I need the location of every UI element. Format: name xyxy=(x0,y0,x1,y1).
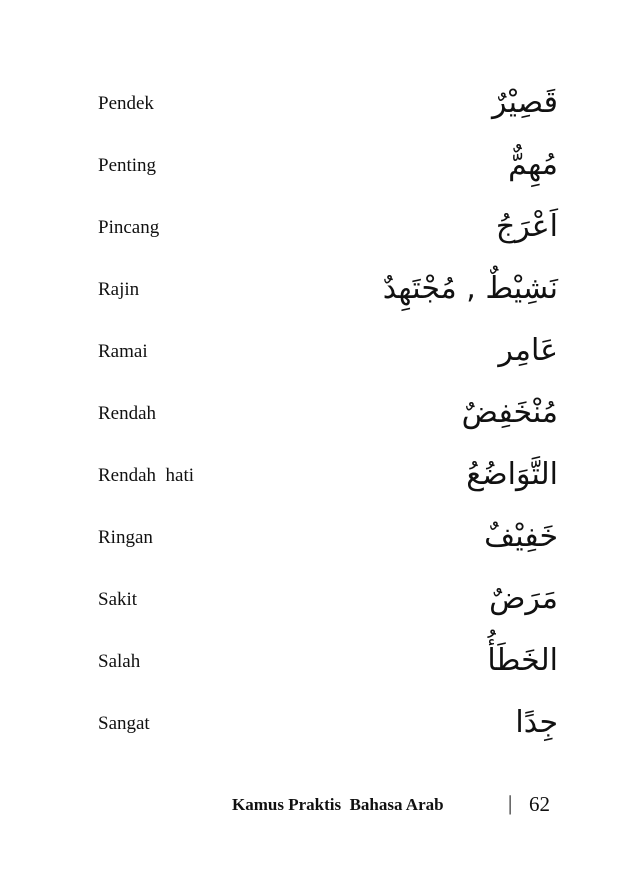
dictionary-entries xyxy=(98,85,558,770)
entry-row xyxy=(98,333,558,398)
indonesian-word: Penting xyxy=(98,155,157,176)
arabic-word: اَعْرَجُ xyxy=(495,209,558,244)
footer-separator: | xyxy=(508,791,513,815)
indonesian-word: Sakit xyxy=(98,589,138,610)
entry-row xyxy=(98,519,558,584)
entry-row xyxy=(98,643,558,708)
indonesian-word: Rendah hati xyxy=(98,465,195,486)
indonesian-word: Rendah xyxy=(98,403,157,424)
indonesian-word: Ramai xyxy=(98,341,148,362)
entry-row xyxy=(98,705,558,770)
page-number: 62 xyxy=(529,792,550,816)
arabic-word: مُهِمٌّ xyxy=(508,147,558,182)
indonesian-word: Ringan xyxy=(98,527,153,548)
arabic-word: خَفِيْفٌ xyxy=(484,519,558,554)
entry-row xyxy=(98,395,558,460)
indonesian-word: Rajin xyxy=(98,279,140,300)
arabic-word: الخَطَأُ xyxy=(487,643,558,678)
arabic-word: مَرَضٌ xyxy=(489,581,558,616)
entry-row xyxy=(98,147,558,212)
entry-row xyxy=(98,581,558,646)
book-title: Kamus Praktis Bahasa Arab xyxy=(232,795,444,814)
indonesian-word: Salah xyxy=(98,651,141,672)
arabic-word: نَشِيْطٌ , مُجْتَهِدٌ xyxy=(382,271,558,306)
entry-row xyxy=(98,85,558,150)
entry-row xyxy=(98,209,558,274)
arabic-word: جِدًا xyxy=(515,705,558,740)
entry-row xyxy=(98,457,558,522)
page-footer xyxy=(232,791,558,823)
arabic-word: عَامِر xyxy=(498,333,558,368)
arabic-word: التَّوَاضُعُ xyxy=(466,457,558,492)
entry-row xyxy=(98,271,558,336)
indonesian-word: Sangat xyxy=(98,713,150,734)
indonesian-word: Pincang xyxy=(98,217,160,238)
arabic-word: قَصِيْرٌ xyxy=(492,85,558,120)
indonesian-word: Pendek xyxy=(98,93,154,114)
arabic-word: مُنْخَفِضٌ xyxy=(461,395,558,430)
